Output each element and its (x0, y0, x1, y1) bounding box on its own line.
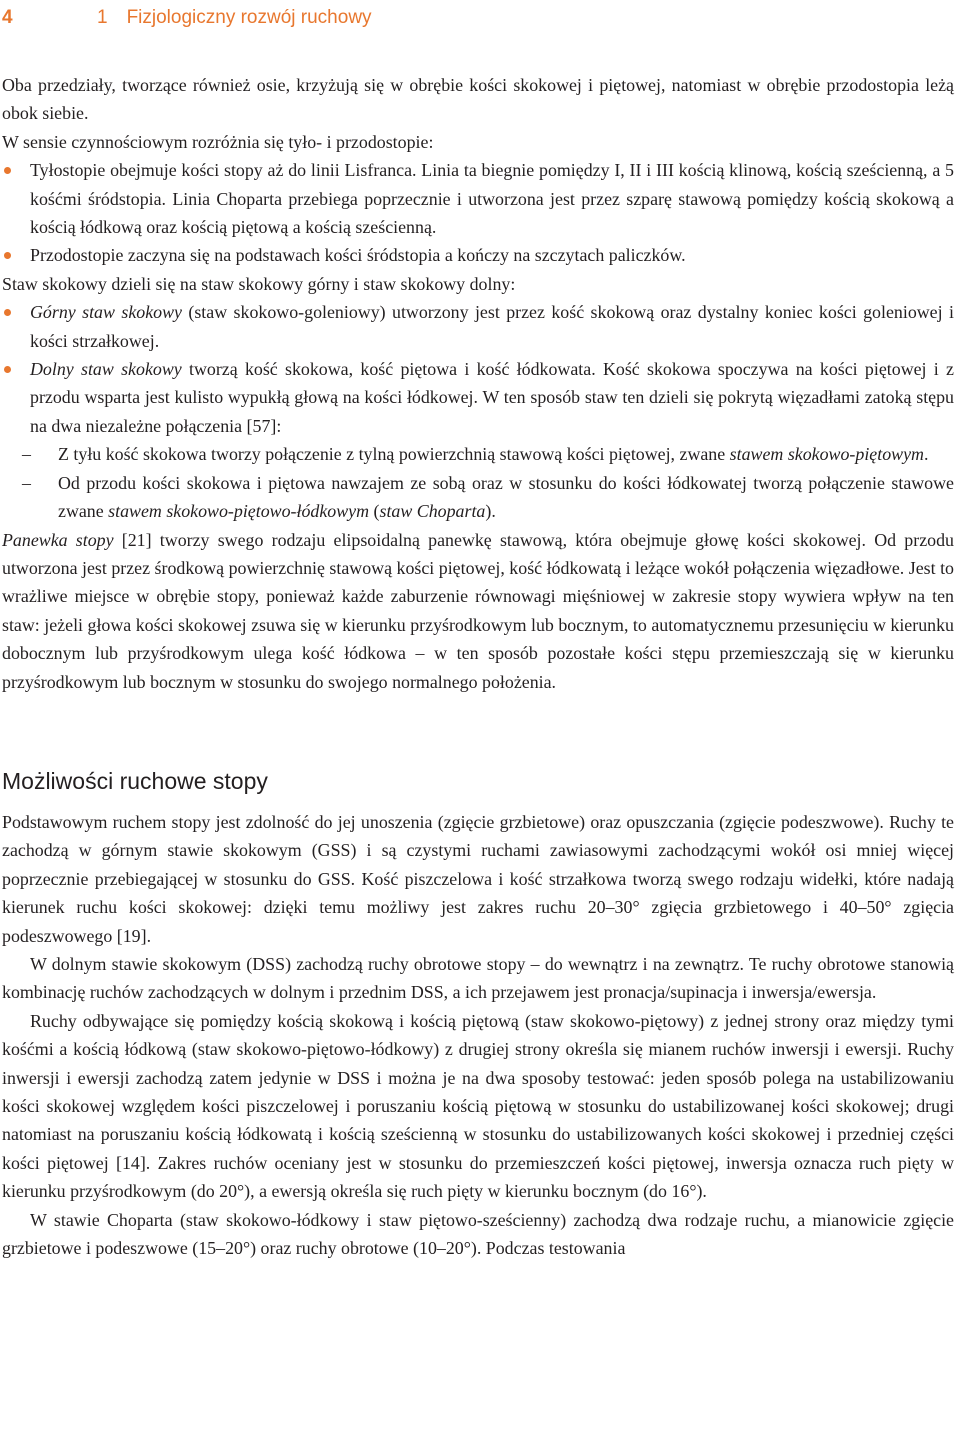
bullet-list (2, 156, 954, 270)
paragraph: Ruchy odbywające się pomiędzy kością skokową i kością piętową (staw skokowo-piętowy) z jednej strony oraz między tymi kośćmi a kością łódkową (staw skokowo-piętowo-łódkowy) z drugiej strony określa się mianem ruchów inwersji i ewersji. Ruchy inwersji i ewersji zachodzą zatem jedynie w DSS i można je na dwa sposoby testować: jeden sposób polega na ustabilizowaniu kości skokowej względem kości piszczelowej i poruszaniu kością piętową w stosunku do ustabilizowanej kości skokowej; drugi natomiast na poruszaniu kością łódkowatą i kością sześcienną w stosunku do ustabilizowanych kości skokowej i przedniej części kości piętowej [14]. Zakres ruchów oceniany jest w stosunku do przemieszczeń kości piętowej, inwersja oznacza ruch pięty w kierunku przyśrodkowym (do 20°), a ewersją określa się ruch pięty w kierunku bocznym (do 16°). (2, 1010, 954, 1202)
term: Górny staw skokowy (30, 302, 182, 323)
list-item-text: . (923, 444, 929, 465)
list-item (2, 355, 954, 525)
list-item-text: Z tyłu kość skokowa tworzy połączenie z tylną powierzchnią stawową kości piętowej, zwane (58, 444, 730, 465)
bullet-list (2, 298, 954, 525)
paragraph: Podstawowym ruchem stopy jest zdolność do jej unoszenia (zgięcie grzbietowe) oraz opuszczania (zgięcie podeszwowe). Ruchy te zachodzą w górnym stawie skokowym (GSS) i są czystymi ruchami zawiasowymi zachodzącymi wokół osi mniej więcej poprzecznie przebiegającej w stosunku do GSS. Kość piszczelowa i kość strzałkowa tworzą swego rodzaju widełki, które nadają kierunek ruchu kości skokowej: dzięki temu możliwy jest zakres ruchu 20–30° zgięcia grzbietowego i 40–50° zgięcia podeszwowego [19]. (2, 811, 954, 946)
list-item-text: ( (369, 501, 380, 522)
paragraph (2, 526, 954, 696)
chapter-title: 1 Fizjologiczny rozwój ruchowy (97, 7, 372, 28)
list-item (2, 440, 954, 468)
list-item-text: ). (485, 501, 496, 522)
term: stawem skokowo-piętowym (729, 444, 924, 465)
paragraph: W sensie czynnościowym rozróżnia się tyło- i przodostopie: (2, 131, 434, 152)
paragraph: Oba przedziały, tworzące również osie, krzyżują się w obrębie kości skokowej i piętowej, natomiast w obrębie przodostopia leżą obok siebie. (2, 75, 954, 124)
paragraph-text: [21] tworzy swego rodzaju elipsoidalną panewkę stawową, która obejmuje głowę kości skokowej. Od przodu utworzona jest przez środkową powierzchnię stawową kości piętowej, kość łódkowatą i leżące wokół połączenia więzadłowe. Jest to wrażliwe miejsce w obrębie stopy, ponieważ każde zaburzenie równowagi mięśniowej w zakresie stopy wywiera wpływ na ten staw: jeżeli głowa kości skokowej zsuwa się w kierunku przyśrodkowym lub bocznym, to automatycznemu przesunięciu w kierunku dobocznym lub przyśrodkowym ulega kość łódkowa – w ten sposób pozostałe kości stępu przemieszczają się w kierunku przyśrodkowym lub bocznym w stosunku do swojego normalnego położenia. (2, 529, 954, 692)
list-item: Przodostopie zaczyna się na podstawach kości śródstopia a kończy na szczytach paliczków. (2, 241, 954, 269)
term: Panewka stopy (2, 529, 114, 550)
list-item-text: (staw skokowo-goleniowy) utworzony jest przez kość skokową oraz dystalny koniec kości goleniowej i kości strzałkowej. (30, 302, 954, 351)
list-item (2, 298, 954, 355)
list-item-text: tworzą kość skokowa, kość piętowa i kość łódkowata. Kość skokowa spoczywa na kości piętowej i z przodu wsparta jest kulisto wypukłą głową na kości łódkowej. W ten sposób staw ten dzieli się pokrytą więzadłami zatoką stępu na dwa niezależne połączenia [57]: (30, 359, 954, 436)
paragraph: W dolnym stawie skokowym (DSS) zachodzą ruchy obrotowe stopy – do wewnątrz i na zewnątrz. Te ruchy obrotowe stanowią kombinację ruchów zachodzących w dolnym i przednim DSS, a ich przejawem jest pronacja/supinacja i inwersja/ewersja. (2, 953, 954, 1003)
paragraph: W stawie Choparta (staw skokowo-łódkowy i staw piętowo-sześcienny) zachodzą dwa rodzaje ruchu, a mianowicie zgięcie grzbietowe i podeszwowe (15–20°) oraz ruchy obrotowe (10–20°). Podczas testowania (2, 1209, 954, 1259)
page-number: 4 (2, 7, 13, 28)
term: stawem skokowo-piętowo-łódkowym (108, 501, 370, 522)
dash-list (2, 440, 954, 525)
section-heading: Możliwości ruchowe stopy (2, 767, 268, 794)
paragraph: Staw skokowy dzieli się na staw skokowy górny i staw skokowy dolny: (2, 273, 516, 294)
term: Dolny staw skokowy (30, 359, 182, 380)
body-text (2, 71, 954, 1262)
list-item (2, 469, 954, 526)
list-item: Tyłostopie obejmuje kości stopy aż do linii Lisfranca. Linia ta biegnie pomiędzy I, II i III kością klinową, kością sześcienną, a 5 kośćmi śródstopia. Linia Choparta przebiega poprzecznie i utworzona jest przez szparę stawową pomiędzy kością skokową a kością łódkową oraz kością piętową a kością sześcienną. (2, 156, 954, 241)
list-item-text: Od przodu kości skokowa i piętowa nawzajem ze sobą oraz w stosunku do kości łódkowatej tworzą połączenie stawowe zwane (58, 472, 954, 522)
term: staw Choparta (379, 501, 486, 522)
